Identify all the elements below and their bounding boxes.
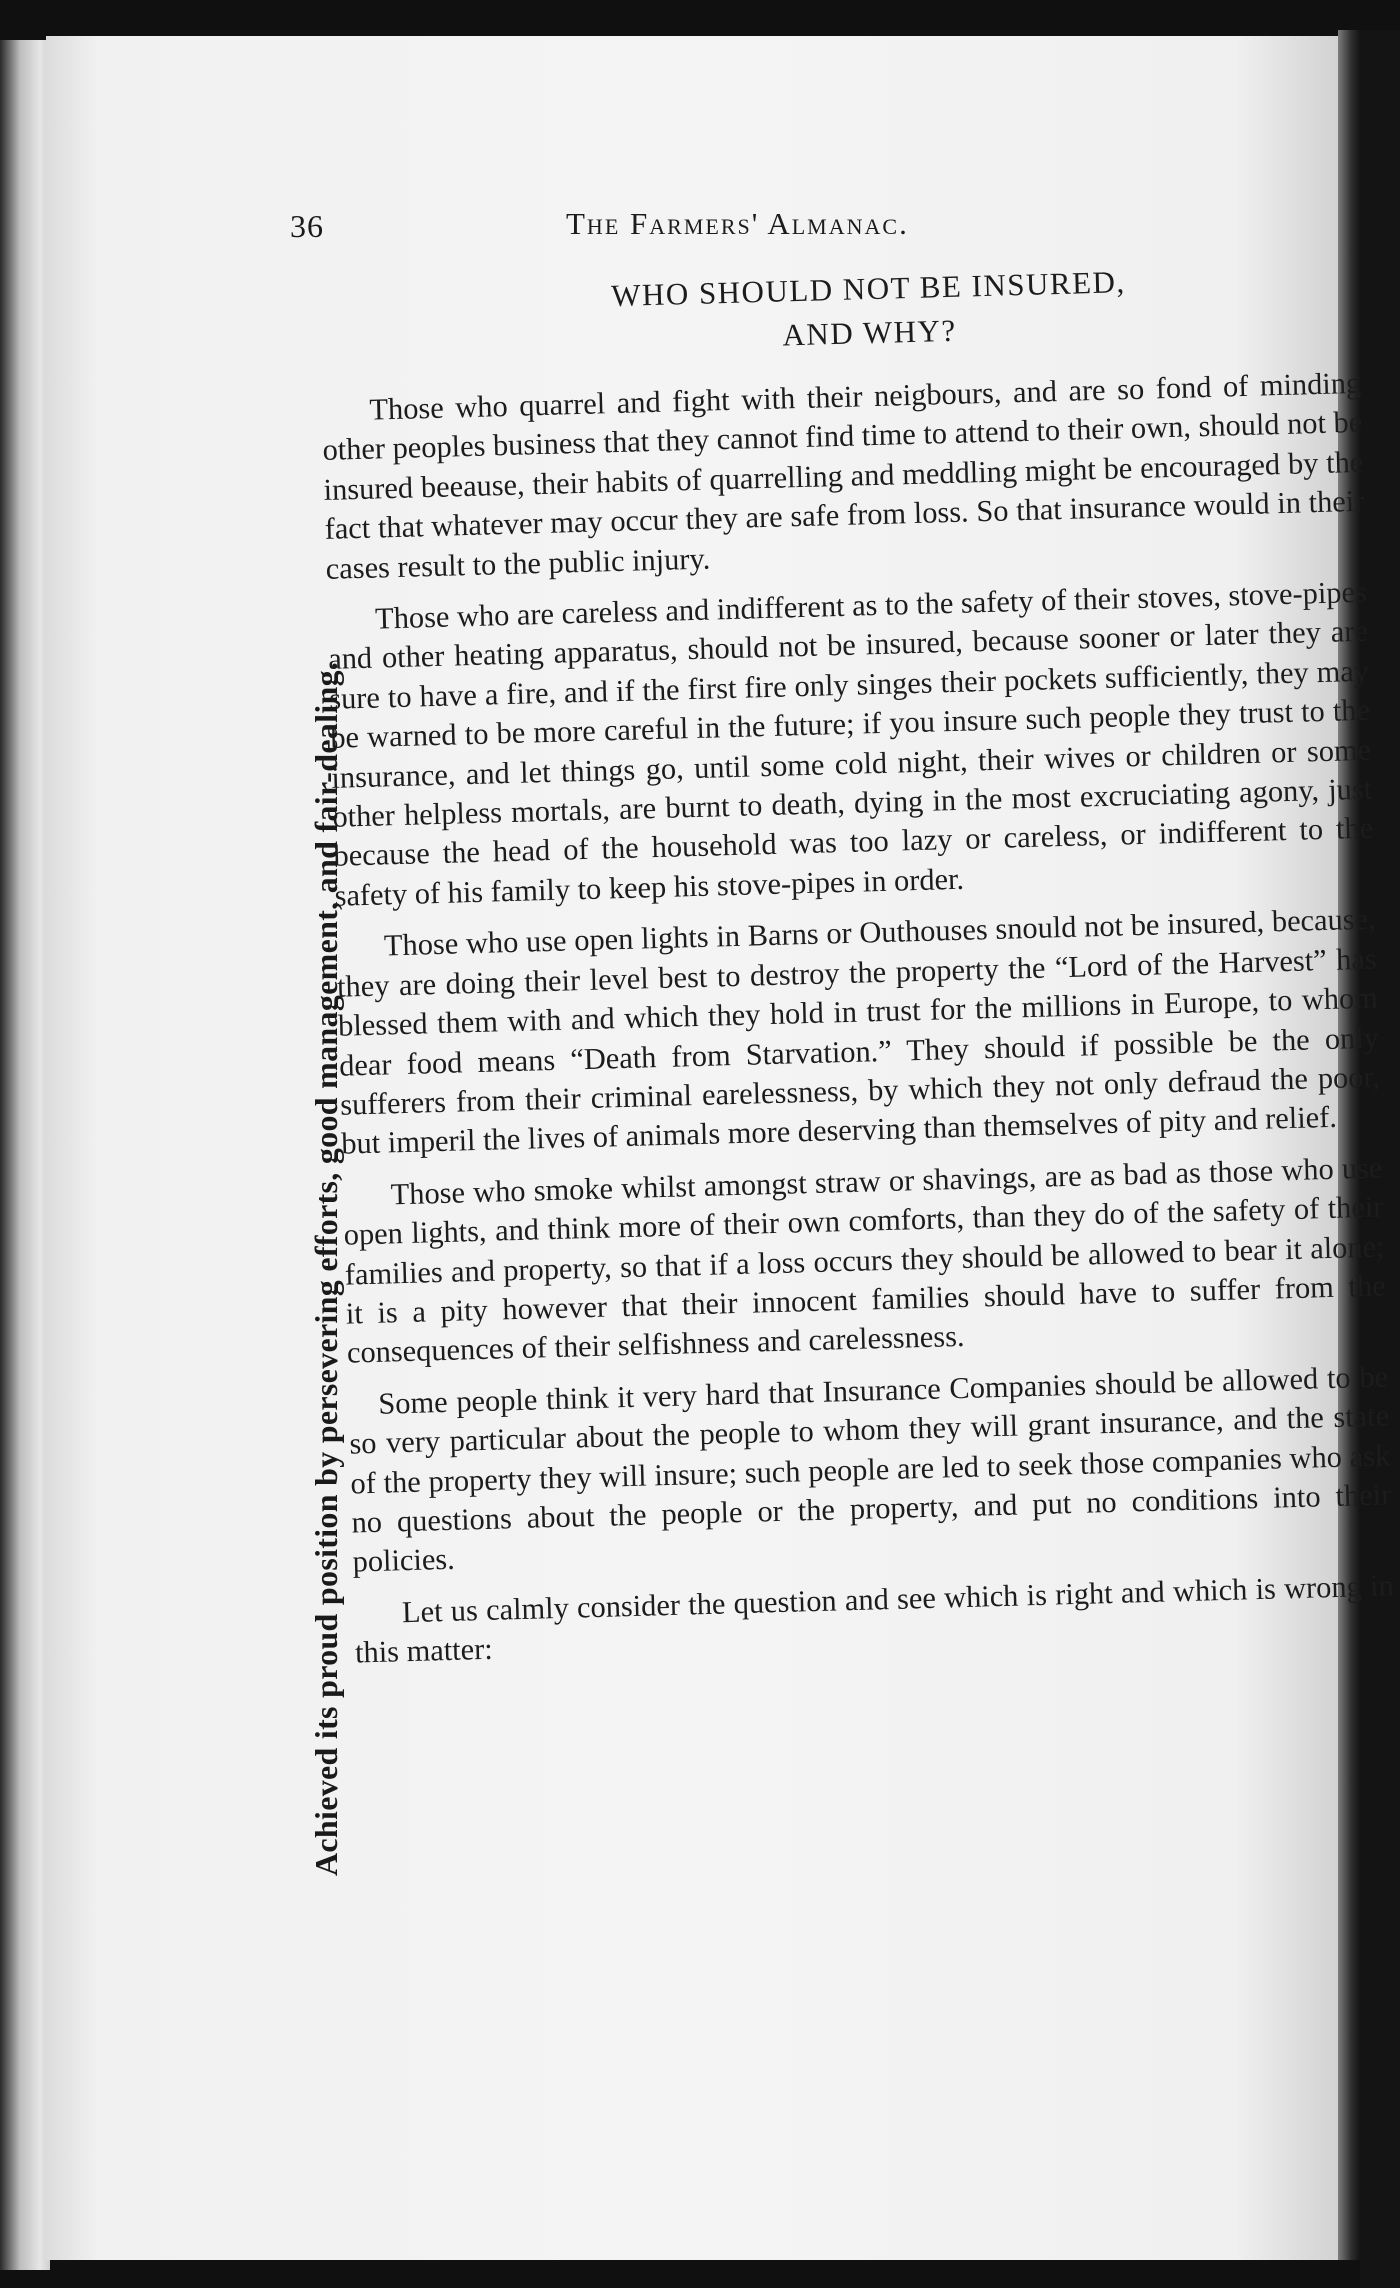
running-title: The Farmers' Almanac. bbox=[566, 206, 909, 241]
paragraph bbox=[335, 900, 1381, 1164]
paragraph bbox=[348, 1357, 1393, 1582]
article-title-line-2: AND WHY? bbox=[782, 312, 958, 353]
paragraph bbox=[327, 573, 1375, 916]
paragraph-text: Those who are careless and indifferent as to the safety of their stoves, stove-pipes and other heating apparatus, should not be insured, because sooner or later they are sure to have a fire, and if the first fire only singes their pockets sufficiently, they may be warned to be more careful in the future; if you insure such people they trust to the insurance, and let things go, until some cold night, their wives or children or some other helpless mortals, are burnt to death, dying in the most excruciating agony, just because the head of the household was too lazy or careless, or indifferent to the safety of his family to keep his stove-pipes in order. bbox=[327, 574, 1374, 913]
paragraph-text: Those who use open lights in Barns or Outhouses snould not be insured, because, they are doing their level best to destroy the property the “Lord of the Harvest” has blessed them with and which they hold in trust for the millions in Europe, to whom dear food means “Death from Starvation.” They should if possible be the only sufferers from their criminal earelessness, by which they not only defraud the poor, but imperil the lives of animals more deserving than themselves of pity and relief. bbox=[336, 901, 1381, 1161]
book-page bbox=[46, 36, 1395, 2260]
article-title-line-1: WHO SHOULD NOT BE INSURED, bbox=[610, 264, 1127, 314]
paragraph-text: Let us calmly consider the question and see which is right and which is wrong in this matter: bbox=[354, 1568, 1395, 1670]
page-content bbox=[46, 36, 1395, 2260]
paragraph-text: Those who smoke whilst amongst straw or shavings, are as bad as those who use open lights, and think more of their own comforts, than they do of the safety of their families and property, so that if a loss occurs they should be allowed to bear it alone; it is a pity however that their innocent families should have to suffer from the consequences of their selfishness and carelessness. bbox=[343, 1150, 1386, 1370]
article-title bbox=[318, 254, 1360, 370]
paragraph bbox=[354, 1566, 1396, 1673]
page-number: 36 bbox=[290, 208, 324, 244]
paragraph bbox=[342, 1148, 1387, 1373]
book-binding-edge bbox=[0, 40, 50, 2270]
article bbox=[318, 254, 1396, 1685]
paragraph bbox=[321, 364, 1366, 589]
side-motto: Achieved its proud position by persevering efforts, good management, and fair-dealing. bbox=[308, 661, 344, 1876]
paragraph-text: Some people think it very hard that Insurance Companies should be allowed to be so very particular about the people to whom they will grant insurance, and the state of the property they will insure; such people are led to seek those companies who ask no questions about the people or the property, and put no conditions into their policies. bbox=[348, 1359, 1392, 1579]
paragraph-text: Those who quarrel and fight with their neigbours, and are so fond of minding other peoples business that they cannot find time to attend to their own, should not be insured beeause, their habits of quarrelling and meddling might be encouraged by the fact that whatever may occur they are safe from loss. So that insurance would in their cases result to the public injury. bbox=[322, 365, 1365, 586]
